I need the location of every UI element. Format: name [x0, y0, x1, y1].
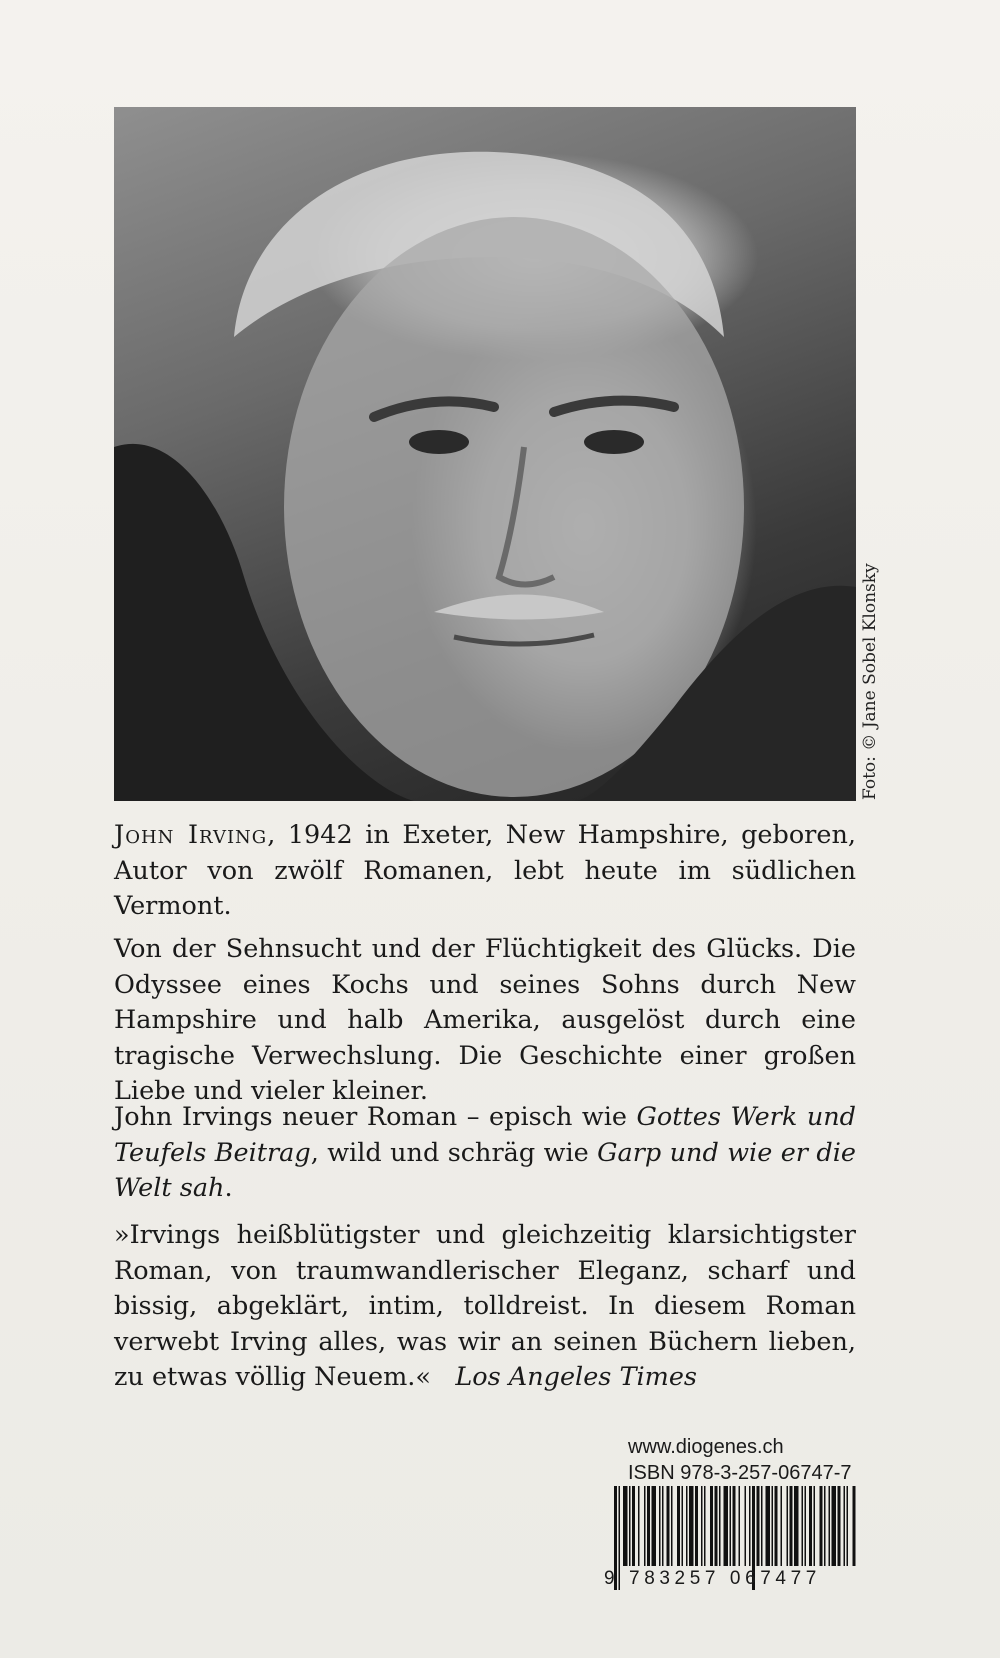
- barcode-bar: [757, 1486, 760, 1566]
- barcode-bar: [847, 1486, 849, 1566]
- barcode-bar: [733, 1486, 736, 1566]
- blurb-text-b: , wild und schräg wie: [310, 1137, 598, 1168]
- barcode-bar: [781, 1486, 783, 1566]
- portrait-illustration: [114, 107, 856, 801]
- barcode-bar: [761, 1486, 763, 1566]
- barcode-bar: [730, 1486, 732, 1566]
- barcode-bar: [695, 1486, 698, 1566]
- barcode-bar: [802, 1486, 804, 1566]
- barcode-bar: [686, 1486, 688, 1566]
- barcode-bar: [659, 1486, 661, 1566]
- barcode-bar: [638, 1486, 640, 1566]
- barcode-bar: [775, 1486, 778, 1566]
- author-name: John Irving: [114, 820, 268, 850]
- barcode-bar: [824, 1486, 826, 1566]
- barcode-bar: [853, 1486, 856, 1566]
- barcode-bar: [772, 1486, 774, 1566]
- barcode-bar: [832, 1486, 837, 1566]
- barcode-bar: [689, 1486, 694, 1566]
- barcode-bar: [652, 1486, 657, 1566]
- barcode-bar: [766, 1486, 771, 1566]
- barcode-bar: [671, 1486, 673, 1566]
- blurb-text-c: .: [224, 1173, 233, 1203]
- barcode-bar: [739, 1486, 741, 1566]
- barcode-bar: [838, 1486, 841, 1566]
- barcode-bar: [790, 1486, 793, 1566]
- barcode-bar: [749, 1486, 751, 1566]
- barcode-bar: [710, 1486, 713, 1566]
- blurb-paragraph-1: Von der Sehnsucht und der Flüchtigkeit des Glücks. Die Odyssee eines Kochs und seines Sohns durch New Hampshire und halb Amerika, ausgelöst durch eine tragische Verwechslung. Die Geschichte einer großen Liebe und vieler kleiner.: [114, 934, 856, 1106]
- barcode-bar: [623, 1486, 628, 1566]
- barcode-bar: [787, 1486, 789, 1566]
- barcode-digits: 9 783257 067477: [604, 1568, 821, 1589]
- barcode-bar: [682, 1486, 684, 1566]
- publisher-website: www.diogenes.ch: [628, 1436, 784, 1458]
- barcode-bar: [701, 1486, 703, 1566]
- book-title-2: Garp und wie er die Welt sah: [114, 1137, 856, 1203]
- barcode-bar: [745, 1486, 747, 1566]
- barcode-bar: [704, 1486, 706, 1566]
- isbn-number: ISBN 978-3-257-06747-7: [628, 1462, 852, 1484]
- barcode-bar: [647, 1486, 650, 1566]
- barcode-bar: [809, 1486, 812, 1566]
- quote-text: »Irvings heißblütigster und gleichzeitig klarsichtigster Roman, von traumwandlerischer Eleganz, scharf und bissig, abgeklärt, intim, tolldreist. In diesem Roman verwebt Irving alles, was wir an seinen Büchern lieben, zu etwas völlig Neuem.«: [114, 1220, 856, 1392]
- author-bio: [114, 818, 856, 925]
- barcode-bar: [829, 1486, 831, 1566]
- quote-source: Los Angeles Times: [455, 1362, 698, 1392]
- barcode-bar: [632, 1486, 635, 1566]
- book-title-1: Gottes Werk und Teufels Beitrag: [114, 1102, 857, 1168]
- barcode-bar: [794, 1486, 799, 1566]
- barcode-bar: [662, 1486, 664, 1566]
- barcode-bar: [820, 1486, 823, 1566]
- blurb-paragraph-2: [114, 1100, 856, 1207]
- blurb-text-a: John Irvings neuer Roman – episch wie: [114, 1102, 637, 1132]
- barcode-bar: [805, 1486, 807, 1566]
- photo-credit: Foto: © Jane Sobel Klonsky: [860, 563, 880, 800]
- barcode-bar: [715, 1486, 718, 1566]
- author-portrait-photo: [114, 107, 856, 801]
- barcode-bar: [677, 1486, 680, 1566]
- barcode-bar: [644, 1486, 646, 1566]
- author-bio-text: , 1942 in Exeter, New Hampshire, geboren, Autor von zwölf Romanen, lebt heute im südlichen Vermont.: [114, 820, 856, 921]
- barcode-bar: [719, 1486, 721, 1566]
- press-quote: [114, 1218, 856, 1396]
- barcode-bar: [629, 1486, 631, 1566]
- barcode-bar: [724, 1486, 729, 1566]
- barcode-bar: [814, 1486, 816, 1566]
- barcode-bar: [844, 1486, 846, 1566]
- barcode-bar: [667, 1486, 670, 1566]
